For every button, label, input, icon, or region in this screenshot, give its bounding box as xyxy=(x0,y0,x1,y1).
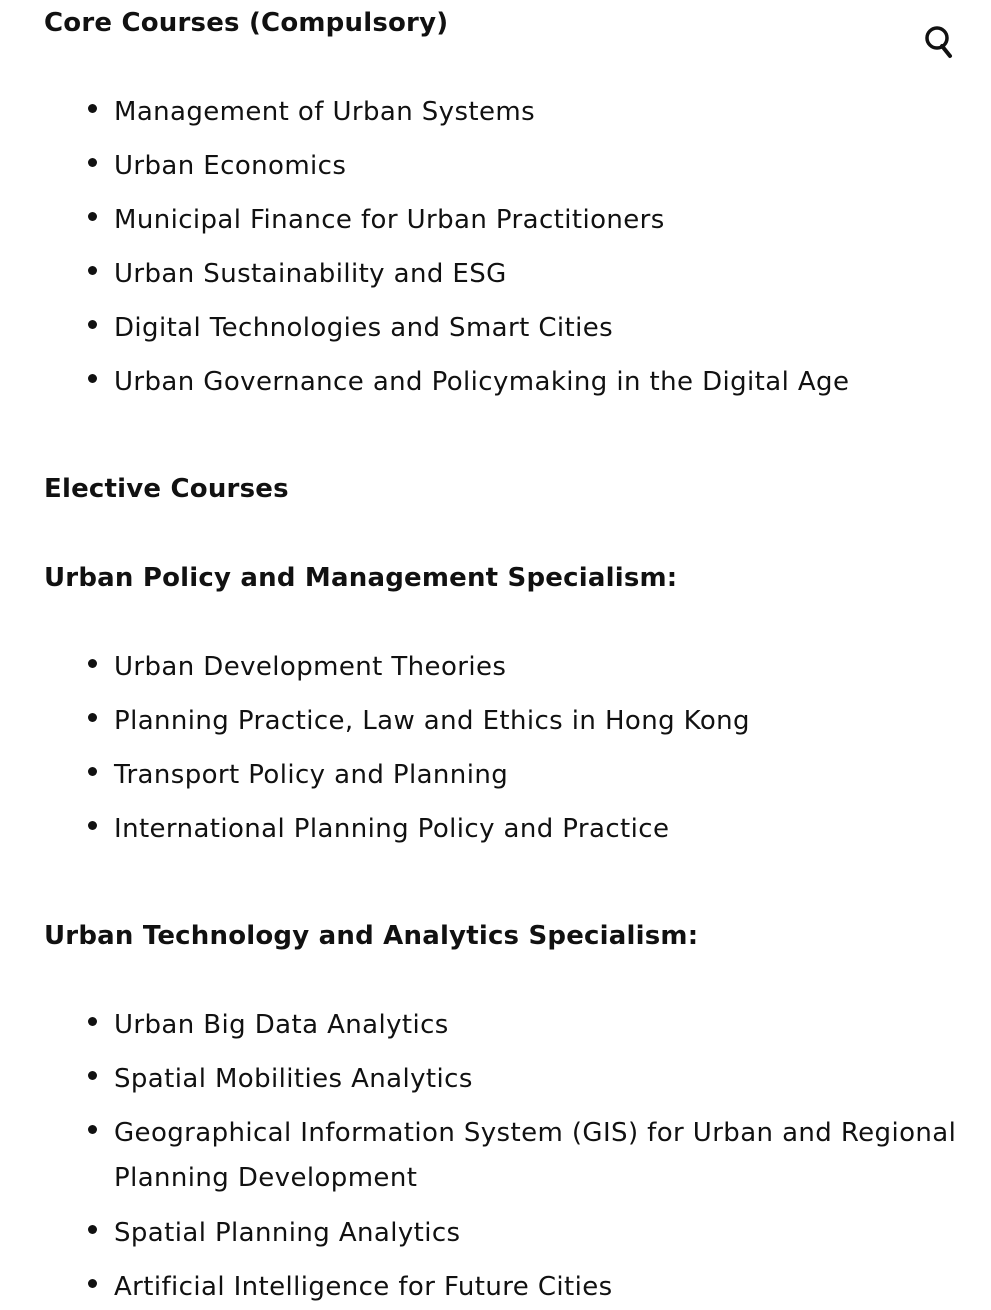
course-name: Urban Sustainability and ESG xyxy=(114,259,507,289)
course-name: Planning Practice, Law and Ethics in Hong Kong xyxy=(114,706,750,736)
bullet-icon xyxy=(88,320,97,329)
list-item xyxy=(44,252,849,306)
bullet-icon xyxy=(88,212,97,221)
bullet-icon xyxy=(88,1125,97,1134)
bullet-icon xyxy=(88,158,97,167)
bullet-icon xyxy=(88,1279,97,1288)
core-course-list xyxy=(44,90,849,414)
bullet-icon xyxy=(88,713,97,722)
course-name: Spatial Planning Analytics xyxy=(114,1218,461,1248)
course-name: Artificial Intelligence for Future Cities xyxy=(114,1272,613,1302)
tech-course-list xyxy=(44,1003,956,1310)
list-item xyxy=(44,90,849,144)
list-item xyxy=(44,1211,956,1265)
course-name: Geographical Information System (GIS) for Urban and Regional xyxy=(114,1118,957,1148)
list-item xyxy=(44,1111,956,1211)
list-item xyxy=(44,1265,956,1310)
course-name: Urban Big Data Analytics xyxy=(114,1010,449,1040)
list-item xyxy=(44,807,750,861)
elective-courses-heading: Elective Courses xyxy=(44,474,289,504)
list-item xyxy=(44,144,849,198)
bullet-icon xyxy=(88,659,97,668)
course-name: Transport Policy and Planning xyxy=(114,760,509,790)
course-name-continuation: Planning Development xyxy=(114,1163,418,1193)
policy-specialism-heading: Urban Policy and Management Specialism: xyxy=(44,563,678,593)
list-item xyxy=(44,360,849,414)
list-item xyxy=(44,645,750,699)
course-name: Urban Economics xyxy=(114,151,347,181)
list-item xyxy=(44,753,750,807)
search-icon xyxy=(922,22,956,60)
list-item xyxy=(44,198,849,252)
course-name: International Planning Policy and Practice xyxy=(114,814,670,844)
policy-course-list xyxy=(44,645,750,861)
tech-specialism-heading: Urban Technology and Analytics Specialism: xyxy=(44,921,699,951)
core-courses-heading: Core Courses (Compulsory) xyxy=(44,8,449,38)
bullet-icon xyxy=(88,374,97,383)
bullet-icon xyxy=(88,1225,97,1234)
bullet-icon xyxy=(88,104,97,113)
bullet-icon xyxy=(88,1017,97,1026)
bullet-icon xyxy=(88,767,97,776)
course-name: Management of Urban Systems xyxy=(114,97,536,127)
course-name: Digital Technologies and Smart Cities xyxy=(114,313,614,343)
bullet-icon xyxy=(88,821,97,830)
list-item xyxy=(44,306,849,360)
course-name: Municipal Finance for Urban Practitioners xyxy=(114,205,665,235)
bullet-icon xyxy=(88,266,97,275)
course-name: Urban Governance and Policymaking in the Digital Age xyxy=(114,367,850,397)
list-item xyxy=(44,699,750,753)
list-item xyxy=(44,1003,956,1057)
search-button[interactable] xyxy=(922,22,956,60)
course-name: Spatial Mobilities Analytics xyxy=(114,1064,473,1094)
list-item xyxy=(44,1057,956,1111)
bullet-icon xyxy=(88,1071,97,1080)
course-name: Urban Development Theories xyxy=(114,652,507,682)
